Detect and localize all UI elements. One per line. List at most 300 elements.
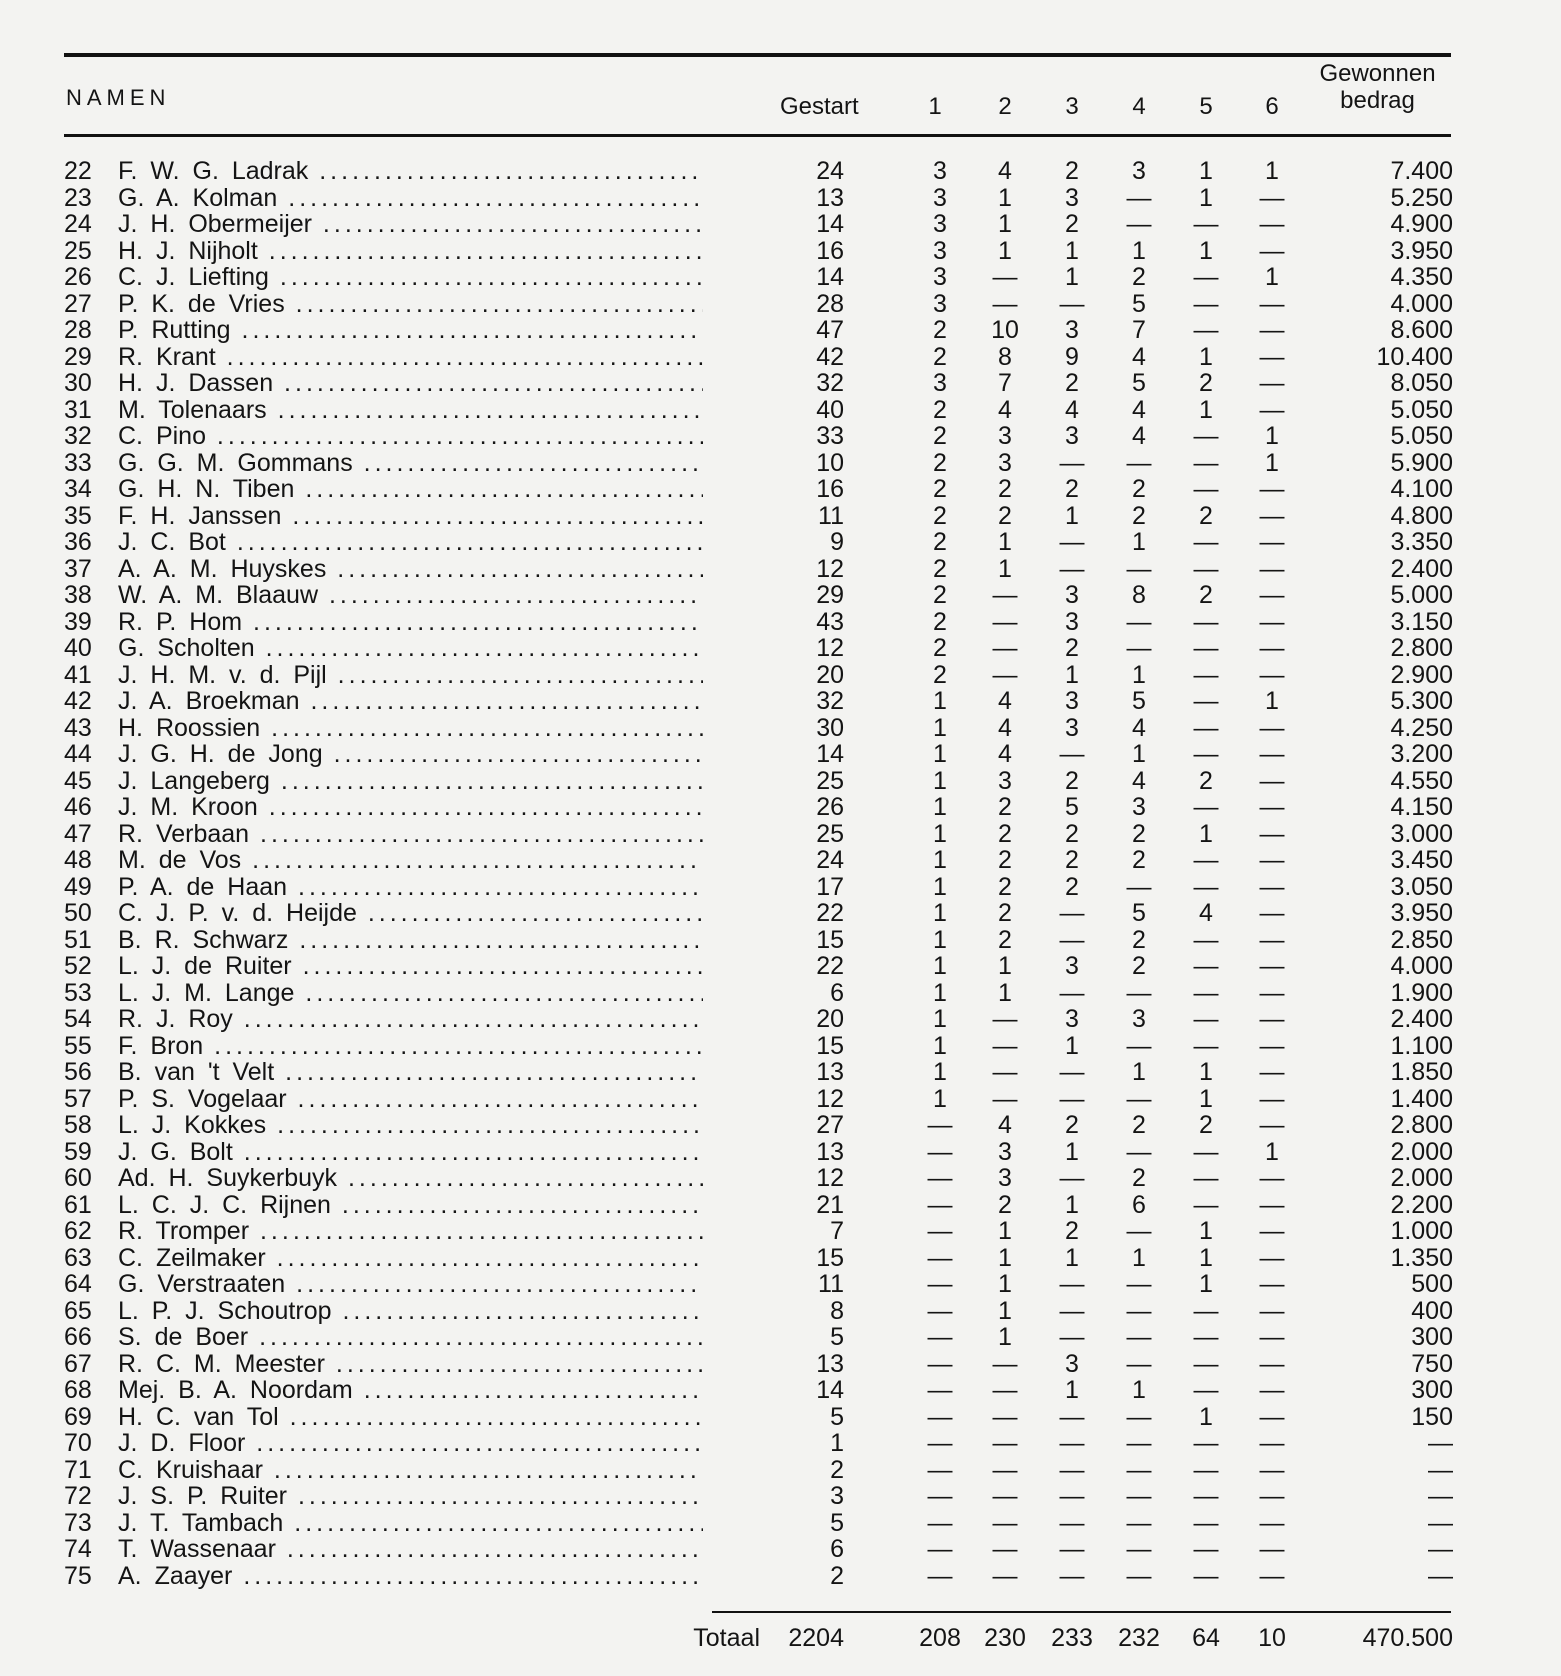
bedrag-value: 300 — [1411, 1323, 1453, 1351]
place-5-value: — — [1193, 740, 1219, 768]
gestart-value: 26 — [816, 793, 844, 821]
gestart-value: 11 — [818, 501, 844, 530]
place-5-value: 1 — [1199, 819, 1213, 848]
place-2-value: 2 — [998, 846, 1012, 874]
owner-name: G. A. Kolman ..... — [118, 185, 703, 211]
row-number: 36 — [64, 528, 92, 556]
place-2-value: — — [992, 1535, 1018, 1563]
place-5-value: — — [1193, 846, 1219, 874]
gestart-value: 6 — [830, 978, 844, 1007]
table-row — [0, 1059, 1561, 1086]
bedrag-value: 4.150 — [1390, 793, 1453, 821]
gestart-value: 24 — [816, 846, 844, 874]
place-5-value: — — [1193, 1296, 1219, 1325]
owner-name: C. J. Liefting ..... — [118, 264, 703, 290]
place-1-value: 3 — [933, 157, 947, 185]
bedrag-value: 4.350 — [1390, 263, 1453, 291]
place-5-value: 4 — [1199, 899, 1213, 927]
place-6-value: 1 — [1265, 448, 1279, 477]
place-6-value: — — [1259, 978, 1285, 1007]
total-place-2: 230 — [984, 1624, 1026, 1652]
bedrag-value: 1.100 — [1390, 1031, 1453, 1060]
place-2-value: — — [992, 1005, 1018, 1033]
bedrag-value: — — [1428, 1535, 1453, 1563]
row-number: 66 — [64, 1323, 92, 1351]
place-4-value: — — [1126, 607, 1152, 636]
bedrag-value: 1.900 — [1390, 978, 1453, 1007]
place-5-value: — — [1193, 1535, 1219, 1563]
place-5-value: — — [1193, 1323, 1219, 1351]
place-5-value: — — [1193, 925, 1219, 954]
owner-name: J. A. Broekman ..... — [118, 688, 703, 714]
place-2-value: 2 — [998, 819, 1012, 848]
place-6-value: — — [1259, 1243, 1285, 1272]
place-5-value: 1 — [1199, 157, 1213, 185]
place-3-value: 3 — [1065, 687, 1079, 715]
owner-name: R. C. M. Meester ..... — [118, 1351, 703, 1377]
gestart-value: 15 — [816, 925, 844, 954]
bedrag-value: 500 — [1411, 1270, 1453, 1298]
place-2-value: 3 — [998, 766, 1012, 795]
place-2-value: — — [992, 1455, 1018, 1484]
place-1-value: 1 — [933, 819, 947, 848]
place-3-value: — — [1059, 1429, 1085, 1457]
table-row — [0, 1457, 1561, 1484]
gestart-value: 3 — [830, 1482, 844, 1510]
row-number: 28 — [64, 316, 92, 344]
gestart-value: 15 — [816, 1031, 844, 1060]
place-3-value: — — [1059, 1455, 1085, 1484]
place-4-value: 5 — [1132, 369, 1146, 397]
table-row — [0, 423, 1561, 450]
total-place-6: 10 — [1258, 1624, 1286, 1652]
place-5-value: 2 — [1199, 369, 1213, 397]
row-number: 73 — [64, 1508, 92, 1537]
table-row — [0, 662, 1561, 689]
place-2-value: 2 — [998, 793, 1012, 821]
place-1-value: 2 — [933, 528, 947, 556]
place-1-value: — — [927, 1217, 953, 1245]
bedrag-value: — — [1428, 1455, 1453, 1484]
place-3-value: 2 — [1065, 634, 1079, 662]
place-4-value: 2 — [1132, 1111, 1146, 1139]
place-5-value: — — [1193, 316, 1219, 344]
place-6-value: — — [1259, 740, 1285, 768]
place-5-value: 1 — [1199, 236, 1213, 265]
header-rule — [64, 134, 1451, 137]
bedrag-value: 1.000 — [1390, 1217, 1453, 1245]
place-2-value: — — [992, 1508, 1018, 1537]
place-6-value: 1 — [1265, 422, 1279, 450]
row-number: 30 — [64, 369, 92, 397]
place-3-value: 3 — [1065, 1349, 1079, 1378]
row-number: 75 — [64, 1561, 92, 1590]
place-2-value: 4 — [998, 687, 1012, 715]
place-4-value: — — [1126, 210, 1152, 238]
place-6-value: — — [1259, 793, 1285, 821]
place-4-value: 4 — [1132, 395, 1146, 424]
place-3-value: 2 — [1065, 369, 1079, 397]
row-number: 68 — [64, 1376, 92, 1404]
bedrag-value: 750 — [1411, 1349, 1453, 1378]
owner-name: M. Tolenaars ..... — [118, 397, 703, 423]
place-4-value: 3 — [1132, 793, 1146, 821]
place-2-value: — — [992, 1349, 1018, 1378]
place-3-value: — — [1059, 740, 1085, 768]
owner-name: J. H. M. v. d. Pijl ..... — [118, 662, 703, 688]
owner-name: L. J. M. Lange ..... — [118, 980, 703, 1006]
bedrag-value: 4.250 — [1390, 713, 1453, 742]
row-number: 49 — [64, 872, 92, 901]
bedrag-value: 3.150 — [1390, 607, 1453, 636]
row-number: 52 — [64, 952, 92, 980]
table-row — [0, 927, 1561, 954]
row-number: 27 — [64, 289, 92, 318]
place-2-value: 1 — [998, 183, 1012, 212]
table-row — [0, 1536, 1561, 1563]
table-row — [0, 1298, 1561, 1325]
row-number: 64 — [64, 1270, 92, 1298]
bedrag-value: 2.000 — [1390, 1137, 1453, 1166]
row-number: 70 — [64, 1429, 92, 1457]
place-6-value: — — [1259, 607, 1285, 636]
place-1-value: 1 — [933, 952, 947, 980]
owner-name: C. Zeilmaker ..... — [118, 1245, 703, 1271]
owner-name: J. G. H. de Jong ..... — [118, 741, 703, 767]
owner-name: J. C. Bot ..... — [118, 529, 703, 555]
place-2-value: 4 — [998, 157, 1012, 185]
place-5-value: — — [1193, 607, 1219, 636]
place-6-value: 1 — [1265, 263, 1279, 291]
gestart-value: 32 — [816, 369, 844, 397]
place-4-value: 1 — [1132, 236, 1146, 265]
table-row — [0, 1483, 1561, 1510]
row-number: 35 — [64, 501, 92, 530]
owner-name: A. Zaayer ..... — [118, 1563, 703, 1589]
place-6-value: — — [1259, 183, 1285, 212]
place-2-value: — — [992, 1402, 1018, 1431]
owner-name: P. S. Vogelaar ..... — [118, 1086, 703, 1112]
place-1-value: — — [927, 1296, 953, 1325]
place-5-value: 1 — [1199, 1402, 1213, 1431]
place-6-value: — — [1259, 369, 1285, 397]
gestart-value: 47 — [816, 316, 844, 344]
place-2-value: 2 — [998, 475, 1012, 503]
bedrag-value: 4.000 — [1390, 952, 1453, 980]
table-row — [0, 450, 1561, 477]
owner-name: G. G. M. Gommans ..... — [118, 450, 703, 476]
row-number: 57 — [64, 1084, 92, 1113]
place-5-value: — — [1193, 1455, 1219, 1484]
place-1-value: 1 — [933, 766, 947, 795]
bedrag-value: 400 — [1411, 1296, 1453, 1325]
gestart-value: 15 — [816, 1243, 844, 1272]
place-6-value: — — [1259, 581, 1285, 609]
place-6-value: 1 — [1265, 1137, 1279, 1166]
place-5-value: — — [1193, 660, 1219, 689]
owner-name: S. de Boer ..... — [118, 1324, 703, 1350]
owner-name: G. Scholten ..... — [118, 635, 703, 661]
gestart-value: 32 — [816, 687, 844, 715]
place-5-value: — — [1193, 528, 1219, 556]
place-2-value: 1 — [998, 554, 1012, 583]
row-number: 37 — [64, 554, 92, 583]
owner-name: G. Verstraaten ..... — [118, 1271, 703, 1297]
place-3-value: — — [1059, 1084, 1085, 1113]
place-4-value: 5 — [1132, 687, 1146, 715]
gestart-value: 12 — [816, 1164, 844, 1192]
place-5-value: — — [1193, 634, 1219, 662]
place-1-value: 2 — [933, 607, 947, 636]
place-1-value: — — [927, 1561, 953, 1590]
table-row — [0, 953, 1561, 980]
place-6-value: 1 — [1265, 157, 1279, 185]
bedrag-value: — — [1428, 1429, 1453, 1457]
place-3-value: — — [1059, 1508, 1085, 1537]
gestart-value: 14 — [816, 740, 844, 768]
place-2-value: — — [992, 1376, 1018, 1404]
place-2-value: — — [992, 1429, 1018, 1457]
gestart-value: 2 — [830, 1561, 844, 1590]
place-6-value: — — [1259, 1084, 1285, 1113]
place-3-value: 2 — [1065, 157, 1079, 185]
place-1-value: 2 — [933, 660, 947, 689]
table-row — [0, 317, 1561, 344]
place-2-value: 1 — [998, 1217, 1012, 1245]
place-3-value: — — [1059, 528, 1085, 556]
owner-name: F. W. G. Ladrak ..... — [118, 158, 703, 184]
place-6-value: — — [1259, 316, 1285, 344]
place-1-value: 1 — [933, 899, 947, 927]
place-6-value: — — [1259, 475, 1285, 503]
gestart-value: 16 — [816, 475, 844, 503]
owner-name: T. Wassenaar ..... — [118, 1536, 703, 1562]
place-1-value: — — [927, 1455, 953, 1484]
table-row — [0, 715, 1561, 742]
total-place-3: 233 — [1051, 1624, 1093, 1652]
bedrag-value: 2.200 — [1390, 1190, 1453, 1219]
place-6-value: — — [1259, 1031, 1285, 1060]
bedrag-value: — — [1428, 1482, 1453, 1510]
place-5-value: 2 — [1199, 501, 1213, 530]
place-6-value: — — [1259, 1561, 1285, 1590]
place-3-value: 1 — [1065, 1031, 1079, 1060]
place-6-value: — — [1259, 1296, 1285, 1325]
place-4-value: 2 — [1132, 846, 1146, 874]
gestart-value: 13 — [816, 1137, 844, 1166]
place-1-value: 1 — [933, 1005, 947, 1033]
owner-name: J. H. Obermeijer ..... — [118, 211, 703, 237]
place-3-value: 1 — [1065, 1243, 1079, 1272]
place-3-value: — — [1059, 1561, 1085, 1590]
place-2-value: 10 — [991, 316, 1019, 344]
place-1-value: 2 — [933, 316, 947, 344]
owner-name: F. Bron ..... — [118, 1033, 703, 1059]
gestart-value: 33 — [816, 422, 844, 450]
table-row — [0, 1324, 1561, 1351]
bedrag-value: 5.050 — [1390, 395, 1453, 424]
place-3-value: 1 — [1065, 660, 1079, 689]
place-2-value: 1 — [998, 1323, 1012, 1351]
place-1-value: 3 — [933, 236, 947, 265]
place-1-value: — — [927, 1164, 953, 1192]
place-5-value: 1 — [1199, 183, 1213, 212]
place-1-value: — — [927, 1376, 953, 1404]
owner-name: B. R. Schwarz ..... — [118, 927, 703, 953]
place-6-value: — — [1259, 1535, 1285, 1563]
place-5-value: — — [1193, 687, 1219, 715]
place-3-value: — — [1059, 1058, 1085, 1086]
place-1-value: 1 — [933, 740, 947, 768]
row-number: 56 — [64, 1058, 92, 1086]
gestart-value: 14 — [816, 1376, 844, 1404]
place-4-value: 1 — [1132, 1058, 1146, 1086]
place-1-value: — — [927, 1482, 953, 1510]
place-2-value: — — [992, 1561, 1018, 1590]
row-number: 60 — [64, 1164, 92, 1192]
row-number: 47 — [64, 819, 92, 848]
table-row — [0, 556, 1561, 583]
results-table — [0, 158, 1561, 1589]
place-1-value: — — [927, 1508, 953, 1537]
place-5-value: 2 — [1199, 766, 1213, 795]
row-number: 54 — [64, 1005, 92, 1033]
place-6-value: — — [1259, 1455, 1285, 1484]
place-5-value: — — [1193, 952, 1219, 980]
owner-name: H. Roossien ..... — [118, 715, 703, 741]
gestart-value: 7 — [830, 1217, 844, 1245]
place-6-value: — — [1259, 554, 1285, 583]
place-2-value: 4 — [998, 740, 1012, 768]
owner-name: J. M. Kroon ..... — [118, 794, 703, 820]
total-rule — [712, 1611, 1451, 1613]
table-row — [0, 1510, 1561, 1537]
place-2-value: — — [992, 581, 1018, 609]
place-3-value: 2 — [1065, 210, 1079, 238]
place-5-value: — — [1193, 1137, 1219, 1166]
bedrag-value: 5.050 — [1390, 422, 1453, 450]
owner-name: W. A. M. Blaauw ..... — [118, 582, 703, 608]
table-row — [0, 1404, 1561, 1431]
place-1-value: — — [927, 1429, 953, 1457]
place-1-value: 2 — [933, 448, 947, 477]
place-1-value: 1 — [933, 925, 947, 954]
place-3-value: 3 — [1065, 1005, 1079, 1033]
place-3-value: 1 — [1065, 1137, 1079, 1166]
place-5-value: — — [1193, 210, 1219, 238]
place-5-value: 1 — [1199, 1058, 1213, 1086]
place-5-value: 1 — [1199, 1084, 1213, 1113]
total-place-4: 232 — [1118, 1624, 1160, 1652]
gestart-value: 27 — [816, 1111, 844, 1139]
table-row — [0, 1165, 1561, 1192]
place-2-value: 2 — [998, 872, 1012, 901]
gestart-value: 13 — [816, 1349, 844, 1378]
place-2-value: — — [992, 634, 1018, 662]
place-1-value: 1 — [933, 872, 947, 901]
place-4-value: — — [1126, 1270, 1152, 1298]
bedrag-value: 4.900 — [1390, 210, 1453, 238]
place-4-value: 3 — [1132, 1005, 1146, 1033]
gestart-value: 20 — [816, 1005, 844, 1033]
place-2-value: 1 — [998, 528, 1012, 556]
bedrag-value: 5.300 — [1390, 687, 1453, 715]
place-3-value: — — [1059, 1402, 1085, 1431]
owner-name: P. K. de Vries ..... — [118, 291, 703, 317]
place-4-value: — — [1126, 1561, 1152, 1590]
table-row — [0, 1112, 1561, 1139]
place-6-value: — — [1259, 766, 1285, 795]
place-1-value: — — [927, 1402, 953, 1431]
place-6-value: — — [1259, 1402, 1285, 1431]
row-number: 40 — [64, 634, 92, 662]
gestart-value: 24 — [816, 157, 844, 185]
place-1-value: 1 — [933, 1084, 947, 1113]
owner-name: P. Rutting ..... — [118, 317, 703, 343]
place-1-value: 1 — [933, 846, 947, 874]
place-2-value: — — [992, 263, 1018, 291]
place-5-value: — — [1193, 1508, 1219, 1537]
place-2-value: — — [992, 1058, 1018, 1086]
owner-name: R. Tromper ..... — [118, 1218, 703, 1244]
bedrag-value: 7.400 — [1390, 157, 1453, 185]
gestart-value: 22 — [816, 899, 844, 927]
table-row — [0, 344, 1561, 371]
place-2-value: — — [992, 607, 1018, 636]
place-4-value: 6 — [1132, 1190, 1146, 1219]
table-row — [0, 794, 1561, 821]
owner-name: M. de Vos ..... — [118, 847, 703, 873]
place-4-value: 2 — [1132, 952, 1146, 980]
place-1-value: 2 — [933, 554, 947, 583]
place-2-value: 3 — [998, 448, 1012, 477]
table-row — [0, 1430, 1561, 1457]
place-1-value: 2 — [933, 395, 947, 424]
gestart-value: 42 — [816, 342, 844, 371]
header-place-5: 5 — [1199, 93, 1213, 120]
place-1-value: 1 — [933, 713, 947, 742]
place-4-value: 2 — [1132, 819, 1146, 848]
bedrag-value: 3.450 — [1390, 846, 1453, 874]
place-4-value: 1 — [1132, 1376, 1146, 1404]
row-number: 50 — [64, 899, 92, 927]
place-6-value: — — [1259, 846, 1285, 874]
table-row — [0, 582, 1561, 609]
place-5-value: — — [1193, 978, 1219, 1007]
place-2-value: 2 — [998, 925, 1012, 954]
bedrag-value: 2.850 — [1390, 925, 1453, 954]
table-row — [0, 1271, 1561, 1298]
place-4-value: — — [1126, 1323, 1152, 1351]
place-6-value: — — [1259, 1270, 1285, 1298]
table-row — [0, 238, 1561, 265]
place-2-value: 4 — [998, 1111, 1012, 1139]
place-3-value: 1 — [1065, 236, 1079, 265]
table-row — [0, 370, 1561, 397]
row-number: 33 — [64, 448, 92, 477]
place-5-value: — — [1193, 1561, 1219, 1590]
place-2-value: 8 — [998, 342, 1012, 371]
bedrag-value: 2.800 — [1390, 1111, 1453, 1139]
place-4-value: — — [1126, 1482, 1152, 1510]
place-3-value: 5 — [1065, 793, 1079, 821]
owner-name: J. G. Bolt ..... — [118, 1139, 703, 1165]
place-2-value: 4 — [998, 395, 1012, 424]
total-place-5: 64 — [1192, 1624, 1220, 1652]
owner-name: J. Langeberg ..... — [118, 768, 703, 794]
place-5-value: — — [1193, 263, 1219, 291]
gestart-value: 5 — [830, 1508, 844, 1537]
